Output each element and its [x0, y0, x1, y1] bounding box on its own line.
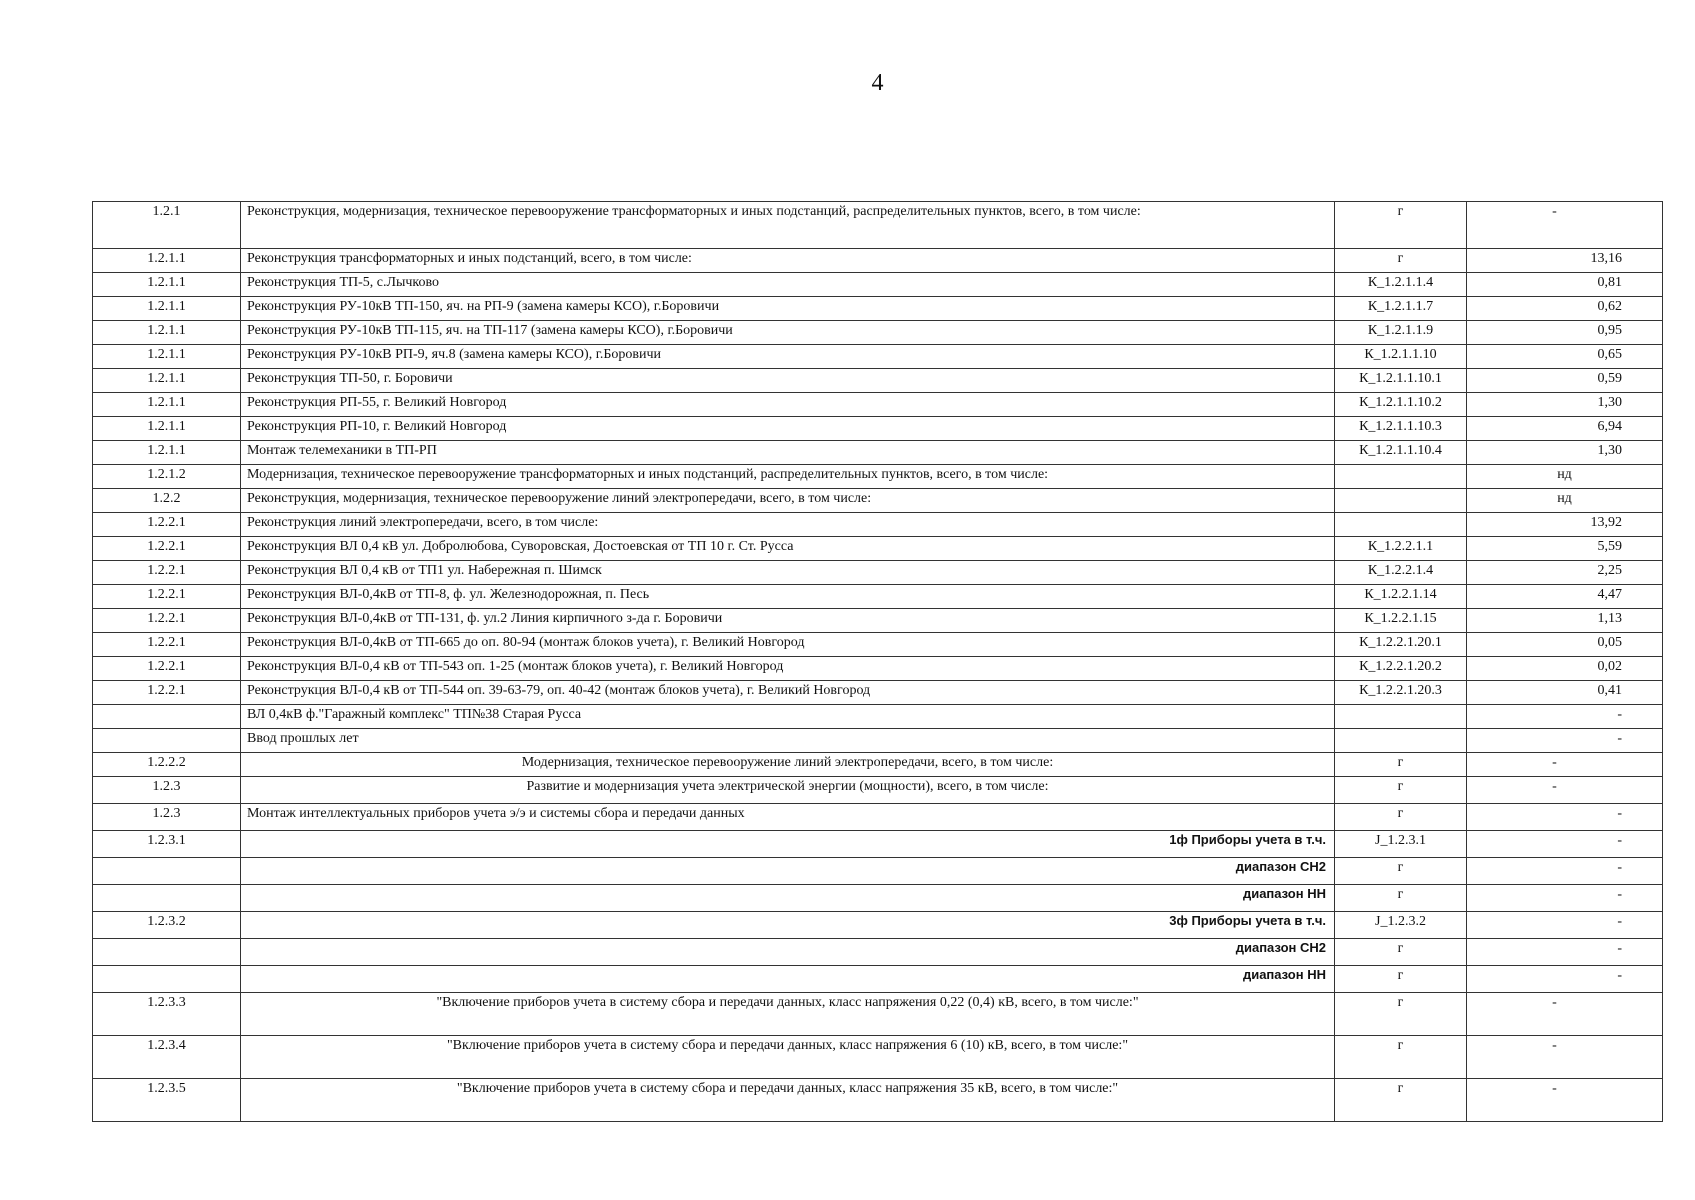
table-row: [93, 369, 1663, 393]
row-code: г: [1335, 202, 1467, 249]
table-row: [93, 441, 1663, 465]
row-number: [93, 705, 241, 729]
row-name: Реконструкция ВЛ-0,4 кВ от ТП-543 оп. 1-25 (монтаж блоков учета), г. Великий Новгород: [241, 657, 1335, 681]
table-row: [93, 858, 1663, 885]
table-row: [93, 729, 1663, 753]
row-value: 1,30: [1467, 393, 1663, 417]
table-row: [93, 321, 1663, 345]
table-row: [93, 966, 1663, 993]
row-number: 1.2.1.1: [93, 249, 241, 273]
row-name: Реконструкция трансформаторных и иных подстанций, всего, в том числе:: [241, 249, 1335, 273]
row-name: Реконструкция линий электропередачи, всего, в том числе:: [241, 513, 1335, 537]
row-name: "Включение приборов учета в систему сбора и передачи данных, класс напряжения 6 (10) кВ, всего, в том числе:": [241, 1036, 1335, 1079]
row-name: Реконструкция РУ-10кВ РП-9, яч.8 (замена камеры КСО), г.Боровичи: [241, 345, 1335, 369]
row-value: -: [1467, 705, 1663, 729]
table-row: [93, 585, 1663, 609]
row-value: -: [1467, 202, 1663, 249]
row-code: К_1.2.2.1.14: [1335, 585, 1467, 609]
row-name: Монтаж интеллектуальных приборов учета э/э и системы сбора и передачи данных: [241, 804, 1335, 831]
row-name: 1ф Приборы учета в т.ч.: [241, 831, 1335, 858]
row-code: г: [1335, 249, 1467, 273]
row-code: К_1.2.1.1.10.4: [1335, 441, 1467, 465]
row-name: 3ф Приборы учета в т.ч.: [241, 912, 1335, 939]
row-code: J_1.2.3.1: [1335, 831, 1467, 858]
row-name: Реконструкция ВЛ-0,4кВ от ТП-8, ф. ул. Железнодорожная, п. Песь: [241, 585, 1335, 609]
row-number: 1.2.3.1: [93, 831, 241, 858]
row-code: К_1.2.2.1.20.1: [1335, 633, 1467, 657]
row-number: 1.2.2.1: [93, 681, 241, 705]
row-number: 1.2.1: [93, 202, 241, 249]
row-value: 13,16: [1467, 249, 1663, 273]
row-number: 1.2.2.1: [93, 561, 241, 585]
row-name: Модернизация, техническое перевооружение трансформаторных и иных подстанций, распределительных пунктов, всего, в том числе:: [241, 465, 1335, 489]
table-row: [93, 273, 1663, 297]
row-number: 1.2.1.1: [93, 297, 241, 321]
row-number: 1.2.3.4: [93, 1036, 241, 1079]
row-value: -: [1467, 1036, 1663, 1079]
row-number: 1.2.2.1: [93, 513, 241, 537]
row-name: Реконструкция РУ-10кВ ТП-115, яч. на ТП-117 (замена камеры КСО), г.Боровичи: [241, 321, 1335, 345]
row-value: -: [1467, 1079, 1663, 1122]
row-name: диапазон СН2: [241, 858, 1335, 885]
row-name: Ввод прошлых лет: [241, 729, 1335, 753]
row-code: г: [1335, 993, 1467, 1036]
table-row: [93, 633, 1663, 657]
row-value: 6,94: [1467, 417, 1663, 441]
row-name: диапазон НН: [241, 885, 1335, 912]
row-value: -: [1467, 939, 1663, 966]
row-code: К_1.2.2.1.4: [1335, 561, 1467, 585]
table-row: [93, 705, 1663, 729]
table-row: [93, 393, 1663, 417]
row-value: -: [1467, 858, 1663, 885]
row-number: 1.2.2.1: [93, 657, 241, 681]
row-code: г: [1335, 885, 1467, 912]
row-code: К_1.2.1.1.9: [1335, 321, 1467, 345]
table-row: [93, 249, 1663, 273]
row-number: 1.2.2.1: [93, 609, 241, 633]
row-name: ВЛ 0,4кВ ф."Гаражный комплекс" ТП№38 Старая Русса: [241, 705, 1335, 729]
row-number: [93, 729, 241, 753]
row-number: 1.2.2.1: [93, 537, 241, 561]
row-name: диапазон СН2: [241, 939, 1335, 966]
row-name: Реконструкция ВЛ 0,4 кВ от ТП1 ул. Набережная п. Шимск: [241, 561, 1335, 585]
row-value: -: [1467, 804, 1663, 831]
row-number: 1.2.2: [93, 489, 241, 513]
row-value: 0,81: [1467, 273, 1663, 297]
row-code: К_1.2.1.1.10: [1335, 345, 1467, 369]
row-number: 1.2.3.5: [93, 1079, 241, 1122]
row-name: Развитие и модернизация учета электрической энергии (мощности), всего, в том числе:: [241, 777, 1335, 804]
row-name: Реконструкция ВЛ-0,4 кВ от ТП-544 оп. 39-63-79, оп. 40-42 (монтаж блоков учета), г. Великий Новгород: [241, 681, 1335, 705]
row-code: г: [1335, 939, 1467, 966]
row-code: J_1.2.3.2: [1335, 912, 1467, 939]
table-row: [93, 489, 1663, 513]
row-number: 1.2.1.1: [93, 417, 241, 441]
row-value: нд: [1467, 489, 1663, 513]
row-value: 1,13: [1467, 609, 1663, 633]
row-value: 4,47: [1467, 585, 1663, 609]
row-number: 1.2.1.1: [93, 441, 241, 465]
table-row: [93, 885, 1663, 912]
row-value: -: [1467, 753, 1663, 777]
row-code: г: [1335, 858, 1467, 885]
row-number: 1.2.1.1: [93, 345, 241, 369]
row-code: К_1.2.2.1.15: [1335, 609, 1467, 633]
row-number: 1.2.1.1: [93, 273, 241, 297]
row-name: Реконструкция РУ-10кВ ТП-150, яч. на РП-9 (замена камеры КСО), г.Боровичи: [241, 297, 1335, 321]
row-number: 1.2.3.2: [93, 912, 241, 939]
row-value: 5,59: [1467, 537, 1663, 561]
table-row: [93, 465, 1663, 489]
row-code: К_1.2.2.1.1: [1335, 537, 1467, 561]
row-value: -: [1467, 885, 1663, 912]
row-name: Реконструкция ВЛ-0,4кВ от ТП-131, ф. ул.2 Линия кирпичного з-да г. Боровичи: [241, 609, 1335, 633]
row-number: 1.2.3: [93, 804, 241, 831]
table-row: [93, 202, 1663, 249]
row-name: Реконструкция, модернизация, техническое перевооружение линий электропередачи, всего, в том числе:: [241, 489, 1335, 513]
row-code: г: [1335, 804, 1467, 831]
row-number: 1.2.2.1: [93, 585, 241, 609]
row-number: 1.2.2.2: [93, 753, 241, 777]
row-code: [1335, 705, 1467, 729]
row-value: -: [1467, 831, 1663, 858]
row-name: Реконструкция ВЛ-0,4кВ от ТП-665 до оп. 80-94 (монтаж блоков учета), г. Великий Новгород: [241, 633, 1335, 657]
row-code: г: [1335, 753, 1467, 777]
table-row: [93, 1036, 1663, 1079]
table-row: [93, 804, 1663, 831]
row-code: К_1.2.1.1.10.3: [1335, 417, 1467, 441]
table-row: [93, 831, 1663, 858]
row-code: К_1.2.1.1.10.2: [1335, 393, 1467, 417]
row-value: 0,95: [1467, 321, 1663, 345]
row-value: 1,30: [1467, 441, 1663, 465]
row-name: диапазон НН: [241, 966, 1335, 993]
table-row: [93, 681, 1663, 705]
row-name: Реконструкция, модернизация, техническое перевооружение трансформаторных и иных подстанций, распределительных пунктов, всего, в том числе:: [241, 202, 1335, 249]
row-value: 0,05: [1467, 633, 1663, 657]
row-value: -: [1467, 729, 1663, 753]
table-row: [93, 912, 1663, 939]
row-value: 0,65: [1467, 345, 1663, 369]
row-value: 0,02: [1467, 657, 1663, 681]
row-value: нд: [1467, 465, 1663, 489]
table-row: [93, 609, 1663, 633]
row-code: [1335, 513, 1467, 537]
table-row: [93, 993, 1663, 1036]
row-number: 1.2.1.1: [93, 321, 241, 345]
table-row: [93, 417, 1663, 441]
row-name: Реконструкция ТП-50, г. Боровичи: [241, 369, 1335, 393]
row-value: 0,62: [1467, 297, 1663, 321]
row-value: 13,92: [1467, 513, 1663, 537]
table-row: [93, 939, 1663, 966]
row-code: г: [1335, 777, 1467, 804]
row-number: 1.2.2.1: [93, 633, 241, 657]
row-name: Реконструкция РП-10, г. Великий Новгород: [241, 417, 1335, 441]
row-name: Монтаж телемеханики в ТП-РП: [241, 441, 1335, 465]
table-row: [93, 513, 1663, 537]
row-value: -: [1467, 777, 1663, 804]
row-value: 0,59: [1467, 369, 1663, 393]
row-code: К_1.2.2.1.20.2: [1335, 657, 1467, 681]
row-name: "Включение приборов учета в систему сбора и передачи данных, класс напряжения 0,22 (0,4) кВ, всего, в том числе:": [241, 993, 1335, 1036]
table-row: [93, 297, 1663, 321]
row-number: 1.2.1.1: [93, 393, 241, 417]
page-number: 4: [871, 70, 884, 96]
table-row: [93, 537, 1663, 561]
row-name: Реконструкция РП-55, г. Великий Новгород: [241, 393, 1335, 417]
row-code: г: [1335, 1079, 1467, 1122]
row-number: [93, 858, 241, 885]
table-row: [93, 753, 1663, 777]
row-value: 2,25: [1467, 561, 1663, 585]
table-row: [93, 561, 1663, 585]
row-value: 0,41: [1467, 681, 1663, 705]
row-number: [93, 885, 241, 912]
table-row: [93, 345, 1663, 369]
table-row: [93, 1079, 1663, 1122]
row-value: -: [1467, 966, 1663, 993]
row-number: 1.2.3.3: [93, 993, 241, 1036]
investment-table: [92, 201, 1663, 1122]
row-name: Реконструкция ВЛ 0,4 кВ ул. Добролюбова, Суворовская, Достоевская от ТП 10 г. Ст. Русса: [241, 537, 1335, 561]
table-row: [93, 657, 1663, 681]
row-number: 1.2.1.2: [93, 465, 241, 489]
row-code: [1335, 465, 1467, 489]
row-value: -: [1467, 993, 1663, 1036]
row-number: [93, 939, 241, 966]
row-name: Модернизация, техническое перевооружение линий электропередачи, всего, в том числе:: [241, 753, 1335, 777]
row-name: Реконструкция ТП-5, с.Лычково: [241, 273, 1335, 297]
row-code: [1335, 729, 1467, 753]
row-code: К_1.2.1.1.10.1: [1335, 369, 1467, 393]
row-value: -: [1467, 912, 1663, 939]
row-code: [1335, 489, 1467, 513]
row-code: К_1.2.1.1.7: [1335, 297, 1467, 321]
row-code: К_1.2.1.1.4: [1335, 273, 1467, 297]
row-name: "Включение приборов учета в систему сбора и передачи данных, класс напряжения 35 кВ, всего, в том числе:": [241, 1079, 1335, 1122]
row-code: К_1.2.2.1.20.3: [1335, 681, 1467, 705]
row-number: 1.2.1.1: [93, 369, 241, 393]
row-code: г: [1335, 1036, 1467, 1079]
table-row: [93, 777, 1663, 804]
row-number: [93, 966, 241, 993]
row-number: 1.2.3: [93, 777, 241, 804]
row-code: г: [1335, 966, 1467, 993]
